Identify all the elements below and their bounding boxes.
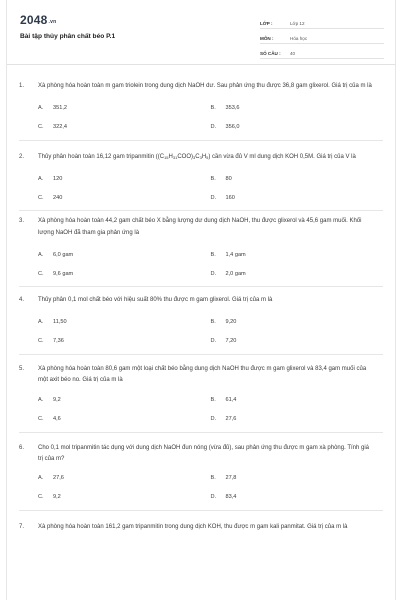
option-value: 80 bbox=[225, 175, 232, 182]
site-logo[interactable] bbox=[20, 13, 56, 27]
option-a[interactable] bbox=[38, 313, 211, 332]
question-4 bbox=[19, 287, 383, 355]
option-letter: C. bbox=[38, 416, 44, 422]
option-value: 7,36 bbox=[53, 338, 64, 344]
meta-label: LỚP : bbox=[260, 21, 273, 26]
option-d[interactable] bbox=[211, 188, 384, 207]
question-number: 3. bbox=[19, 218, 25, 224]
option-value: 11,50 bbox=[53, 319, 67, 325]
option-letter: A. bbox=[38, 475, 44, 481]
option-d[interactable] bbox=[211, 118, 384, 137]
option-letter: D. bbox=[210, 124, 217, 130]
option-value: 27,6 bbox=[53, 475, 64, 481]
meta-label: MÔN : bbox=[260, 36, 274, 41]
question-text-row bbox=[19, 522, 383, 534]
options bbox=[19, 169, 383, 207]
option-letter: A. bbox=[38, 319, 44, 325]
option-b[interactable] bbox=[211, 99, 384, 118]
question-text-row bbox=[19, 216, 383, 239]
text-segment: Thủy phân hoàn toàn 16,12 gam tripanmitin ((C bbox=[38, 153, 165, 160]
option-value: 240 bbox=[53, 194, 63, 201]
option-value: 9,2 bbox=[53, 494, 61, 500]
logo-suffix: .vn bbox=[48, 19, 57, 25]
question-2 bbox=[19, 141, 383, 212]
meta-value: Hóa học bbox=[290, 36, 308, 41]
meta-row-subject bbox=[260, 29, 384, 44]
option-value: 27,6 bbox=[225, 416, 237, 422]
option-a[interactable] bbox=[38, 99, 211, 118]
question-text-row bbox=[19, 364, 383, 387]
option-letter: D. bbox=[210, 494, 217, 500]
option-c[interactable] bbox=[38, 188, 211, 207]
option-value: 160 bbox=[225, 194, 235, 201]
option-d[interactable] bbox=[211, 410, 384, 429]
question-text-row bbox=[19, 443, 383, 466]
option-a[interactable] bbox=[38, 169, 211, 188]
option-value: 83,4 bbox=[225, 494, 237, 500]
question-text-row bbox=[19, 81, 383, 93]
option-letter: D. bbox=[210, 338, 217, 344]
logo-text: 2048 bbox=[20, 13, 48, 27]
question-6 bbox=[19, 433, 383, 511]
option-value: 120 bbox=[53, 175, 63, 182]
option-b[interactable] bbox=[211, 313, 384, 332]
option-c[interactable] bbox=[38, 264, 211, 283]
option-a[interactable] bbox=[38, 391, 211, 410]
option-b[interactable] bbox=[211, 391, 384, 410]
meta-value: 40 bbox=[290, 51, 296, 56]
page-title: Bài tập thủy phân chất béo P.1 bbox=[20, 33, 116, 40]
option-value: 27,8 bbox=[225, 475, 237, 481]
subscript: 15 bbox=[164, 154, 169, 160]
question-7 bbox=[19, 511, 383, 534]
option-c[interactable] bbox=[38, 488, 211, 507]
option-value: 61,4 bbox=[225, 397, 237, 403]
option-letter: A. bbox=[38, 397, 44, 403]
option-b[interactable] bbox=[211, 169, 384, 188]
option-value: 6,0 gam bbox=[53, 251, 74, 258]
question-text: Xà phòng hóa hoàn toàn 80,6 gam một loại chất béo bằng dung dịch NaOH thu được m gam glixerol và 83,4 gam muối của một axit béo no. Giá trị của m là bbox=[38, 365, 367, 383]
question-text: Xà phòng hóa hoàn toàn 161,2 gam tripanmitin trong dung dịch KOH, thu được m gam kali panmitat. Giá trị của m là bbox=[38, 523, 348, 530]
text-segment: H bbox=[168, 153, 173, 160]
text-segment: C bbox=[195, 153, 200, 160]
option-d[interactable] bbox=[211, 264, 384, 283]
option-letter: B. bbox=[210, 251, 216, 258]
question-3 bbox=[19, 211, 383, 287]
text-segment: H bbox=[201, 153, 207, 160]
option-letter: A. bbox=[38, 105, 44, 111]
question-text bbox=[38, 152, 383, 164]
option-value: 7,20 bbox=[225, 338, 237, 344]
question-number: 4. bbox=[19, 297, 25, 303]
option-letter: B. bbox=[210, 175, 216, 182]
question-number: 1. bbox=[19, 83, 25, 89]
option-d[interactable] bbox=[211, 488, 384, 507]
question-1 bbox=[19, 65, 383, 141]
option-letter: D. bbox=[210, 416, 217, 422]
question-5 bbox=[19, 355, 383, 433]
option-value: 9,6 gam bbox=[53, 270, 74, 277]
options bbox=[19, 313, 383, 351]
option-value: 353,6 bbox=[225, 105, 240, 111]
option-letter: B. bbox=[210, 105, 216, 111]
subscript: 3 bbox=[193, 154, 196, 160]
option-letter: B. bbox=[210, 319, 216, 325]
meta-row-class bbox=[260, 14, 384, 29]
subscript: 3 bbox=[199, 154, 202, 160]
text-segment: ) cần vừa đủ V ml dung dịch KOH 0,5M. Giá trị của V là bbox=[208, 153, 356, 160]
options bbox=[19, 469, 383, 507]
option-c[interactable] bbox=[38, 118, 211, 137]
question-text: Xà phòng hóa hoàn toàn m gam triolein trong dung dịch NaOH dư. Sau phản ứng thu được 36,8 gam glixerol. Giá trị của m là bbox=[38, 83, 372, 89]
question-number: 5. bbox=[19, 365, 25, 372]
option-letter: C. bbox=[38, 338, 44, 344]
option-b[interactable] bbox=[211, 469, 384, 488]
option-value: 9,2 bbox=[53, 397, 61, 403]
option-d[interactable] bbox=[211, 332, 384, 351]
question-text: Thủy phân 0,1 mol chất béo với hiệu suất 80% thu được m gam glixerol. Giá trị của m là bbox=[38, 297, 273, 303]
meta-value: Lớp 12 bbox=[290, 21, 305, 26]
option-letter: C. bbox=[38, 494, 44, 500]
option-a[interactable] bbox=[38, 469, 211, 488]
worksheet-page bbox=[6, 0, 396, 600]
options bbox=[19, 245, 383, 283]
meta-row-count bbox=[260, 44, 384, 59]
option-letter: B. bbox=[210, 397, 216, 403]
options bbox=[19, 391, 383, 429]
option-c[interactable] bbox=[38, 410, 211, 429]
option-letter: C. bbox=[38, 124, 44, 130]
question-text: Xà phòng hóa hoàn toàn 44,2 gam chất béo X bằng lượng dư dung dịch NaOH, thu được glixerol và 45,6 gam muối. Khối lượng NaOH đã tham gia phản ứng là bbox=[38, 218, 362, 236]
meta-info bbox=[260, 14, 384, 59]
option-letter: A. bbox=[38, 175, 44, 182]
option-value: 351,2 bbox=[53, 105, 67, 111]
question-number: 2. bbox=[19, 153, 25, 160]
options bbox=[19, 99, 383, 137]
option-letter: D. bbox=[210, 194, 217, 201]
question-text-row bbox=[19, 295, 383, 307]
worksheet-header bbox=[7, 0, 395, 65]
question-text: Cho 0,1 mol tripanmitin tác dụng với dung dịch NaOH đun nóng (vừa đủ), sau phản ứng thu được m gam xà phòng. Tính giá trị của m? bbox=[38, 444, 369, 462]
option-letter: C. bbox=[38, 194, 44, 201]
option-letter: A. bbox=[38, 251, 44, 258]
option-b[interactable] bbox=[211, 245, 384, 264]
option-value: 322,4 bbox=[53, 124, 67, 130]
option-c[interactable] bbox=[38, 332, 211, 351]
option-value: 2,0 gam bbox=[225, 270, 246, 277]
option-letter: B. bbox=[210, 475, 216, 481]
question-text-row bbox=[19, 152, 383, 164]
option-letter: C. bbox=[38, 270, 44, 277]
subscript: 31 bbox=[172, 154, 178, 160]
option-value: 4,6 bbox=[53, 416, 61, 422]
question-number: 7. bbox=[19, 523, 25, 530]
option-value: 1,4 gam bbox=[225, 251, 246, 258]
meta-label: SỐ CÂU : bbox=[260, 51, 281, 56]
option-value: 356,0 bbox=[225, 124, 240, 130]
question-number: 6. bbox=[19, 444, 25, 451]
option-a[interactable] bbox=[38, 245, 211, 264]
question-list bbox=[7, 65, 395, 533]
subscript: 5 bbox=[206, 154, 209, 160]
option-letter: D. bbox=[210, 270, 217, 277]
text-segment: COO) bbox=[177, 153, 193, 160]
option-value: 9,20 bbox=[225, 319, 237, 325]
